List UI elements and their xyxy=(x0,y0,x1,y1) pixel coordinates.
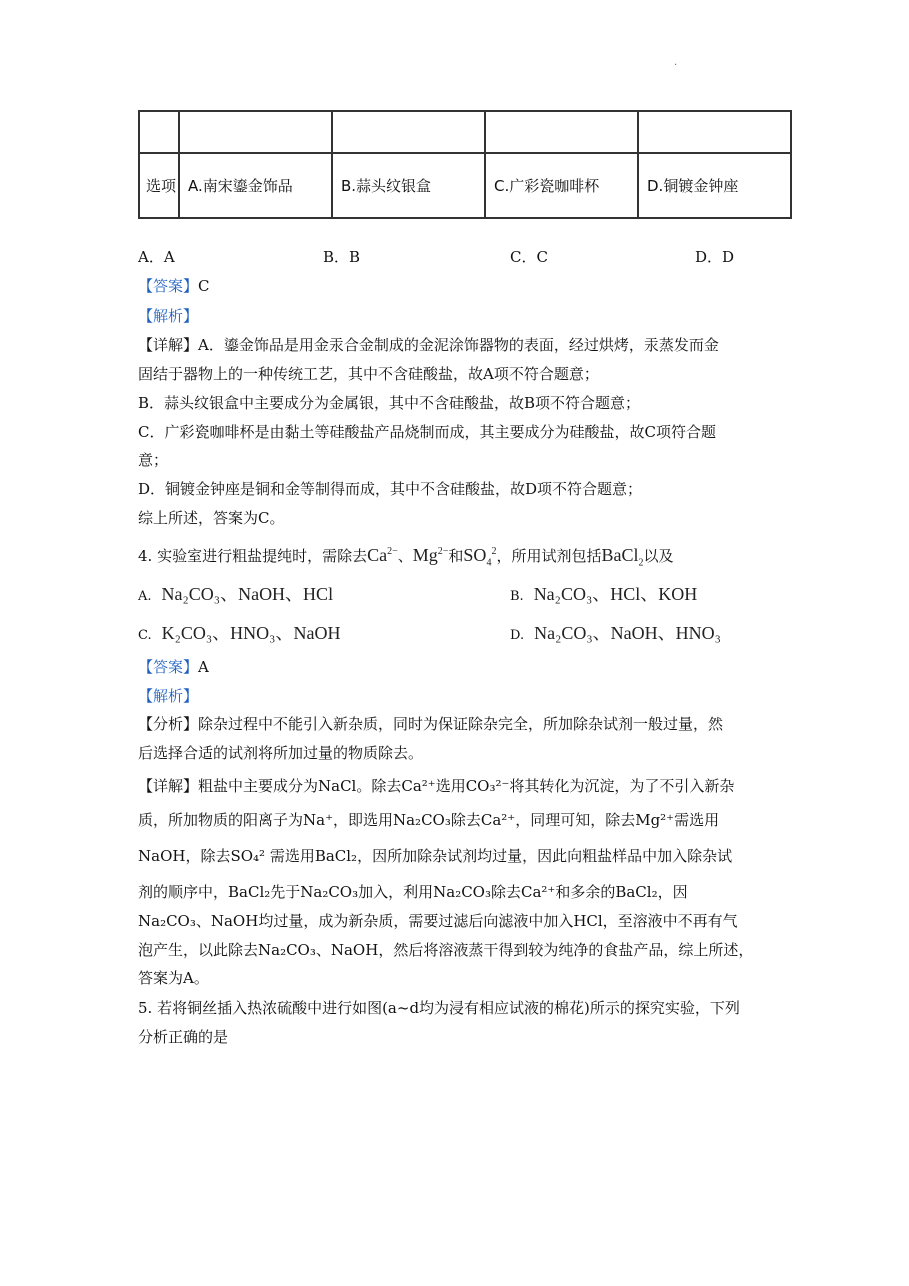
reagent-bacl2-subscript: 2 xyxy=(638,557,644,569)
answer-tag: 【答案】 xyxy=(138,658,199,676)
table-cell-empty xyxy=(139,111,179,153)
analysis-tag: 【分析】 xyxy=(138,715,199,733)
ion-ca-symbol: Ca xyxy=(367,545,388,565)
q4-answer xyxy=(138,653,209,681)
q4-stem-text: 4. 实验室进行粗盐提纯时，需除去 xyxy=(138,547,368,565)
q3-detail-line: 固结于器物上的一种传统工艺，其中不含硅酸盐，故A项不符合题意； xyxy=(138,365,599,383)
q3-detail-line: B．蒜头纹银盒中主要成分为金属银，其中不含硅酸盐，故B项不符合题意； xyxy=(138,394,641,412)
q4-analysis-line: 后选择合适的试剂将所加过量的物质除去。 xyxy=(138,744,424,762)
separator: 、 xyxy=(397,547,413,565)
q4-detail-line: 剂的顺序中，BaCl₂先于Na₂CO₃加入，利用Na₂CO₃除去Ca²⁺和多余的BaCl₂，因 xyxy=(138,883,688,901)
reagent-bacl2-symbol: BaCl xyxy=(601,545,639,565)
conjunction: 和 xyxy=(448,547,464,565)
q3-choice-c: C．C xyxy=(510,248,548,266)
q3-answer xyxy=(138,272,210,300)
table-image-row xyxy=(139,111,791,153)
q3-detail-line: 综上所述，答案为C。 xyxy=(138,509,285,527)
table-cell-image-a xyxy=(179,111,332,153)
table-label-row xyxy=(139,153,791,218)
q3-detail-line: 意； xyxy=(138,451,169,469)
q4-choice-d xyxy=(510,619,721,645)
detail-tag: 【详解】 xyxy=(138,777,199,795)
q4-detail-line: 答案为A。 xyxy=(138,969,209,987)
choice-formula: K₂CO₃、HNO₃、NaOH xyxy=(161,623,341,643)
corner-dot: · xyxy=(674,60,678,71)
ion-so4 xyxy=(463,545,497,569)
ion-mg xyxy=(413,545,449,565)
q4-detail-line: 泡产生，以此除去Na₂CO₃、NaOH，然后将溶液蒸干得到较为纯净的食盐产品，综上所述， xyxy=(138,941,754,959)
detail-tag: 【详解】 xyxy=(138,336,199,354)
q4-choice-c xyxy=(138,619,340,645)
q3-analysis-tag: 【解析】 xyxy=(138,307,199,325)
q3-choice-a: A．A xyxy=(138,248,175,266)
q3-choice-b: B．B xyxy=(323,248,361,266)
q4-choice-a xyxy=(138,580,333,606)
q4-choice-b xyxy=(510,580,697,606)
answer-tag: 【答案】 xyxy=(138,277,199,295)
choice-letter: B. xyxy=(510,589,524,604)
q4-analysis-tag: 【解析】 xyxy=(138,687,199,705)
q4-detail-line: NaOH，除去SO₄² 需选用BaCl₂，因所加除杂试剂均过量，因此向粗盐样品中加入除杂试 xyxy=(138,847,733,865)
q3-detail-line: C．广彩瓷咖啡杯是由黏土等硅酸盐产品烧制而成，其主要成分为硅酸盐，故C项符合题 xyxy=(138,423,716,441)
q4-detail-line xyxy=(138,772,734,800)
ion-so4-symbol: SO xyxy=(463,545,487,565)
options-table xyxy=(138,110,792,219)
q4-stem-text: 以及 xyxy=(643,547,674,565)
q5-stem-line: 分析正确的是 xyxy=(138,1028,229,1046)
choice-letter: A. xyxy=(138,589,152,604)
q4-analysis-line xyxy=(138,710,723,738)
table-cell-image-d xyxy=(638,111,791,153)
option-b-label: B.蒜头纹银盒 xyxy=(332,153,485,218)
choice-letter: C. xyxy=(138,628,152,643)
detail-text: 粗盐中主要成分为NaCl。除去Ca²⁺选用CO₃²⁻将其转化为沉淀，为了不引入新杂 xyxy=(198,777,735,795)
ion-so4-charge: 2 xyxy=(491,546,497,557)
q3-detail-line xyxy=(138,331,719,359)
answer-value: A xyxy=(198,658,209,676)
ion-ca xyxy=(367,545,398,565)
table-header-cell: 选项 xyxy=(139,153,179,218)
choice-formula: Na₂CO₃、NaOH、HCl xyxy=(161,584,334,604)
option-c-label: C.广彩瓷咖啡杯 xyxy=(485,153,638,218)
ion-ca-charge: 2− xyxy=(387,546,398,557)
choice-letter: D. xyxy=(510,628,525,643)
detail-text: A．鎏金饰品是用金汞合金制成的金泥涂饰器物的表面，经过烘烤，汞蒸发而金 xyxy=(198,336,719,354)
ion-so4-subscript: 4 xyxy=(486,557,492,569)
q3-detail-line: D．铜镀金钟座是铜和金等制得而成，其中不含硅酸盐，故D项不符合题意； xyxy=(138,480,643,498)
q5-stem-line: 5. 若将铜丝插入热浓硫酸中进行如图(a~d均为浸有相应试液的棉花)所示的探究实验，下列 xyxy=(138,999,740,1017)
ion-mg-symbol: Mg xyxy=(412,545,438,565)
option-a-label: A.南宋鎏金饰品 xyxy=(179,153,332,218)
q4-stem xyxy=(138,538,673,578)
answer-value: C xyxy=(198,277,210,295)
choice-formula: Na₂CO₃、HCl、KOH xyxy=(533,584,698,604)
ion-mg-charge: 2− xyxy=(437,546,449,557)
q4-stem-text: ，所用试剂包括 xyxy=(496,547,602,565)
analysis-text: 除杂过程中不能引入新杂质，同时为保证除杂完全，所加除杂试剂一般过量，然 xyxy=(198,715,724,733)
table-cell-image-b xyxy=(332,111,485,153)
reagent-bacl2 xyxy=(601,545,644,569)
option-d-label: D.铜镀金钟座 xyxy=(638,153,791,218)
table-cell-image-c xyxy=(485,111,638,153)
choice-formula: Na₂CO₃、NaOH、HNO₃ xyxy=(534,623,721,643)
q4-detail-line: Na₂CO₃、NaOH均过量，成为新杂质，需要过滤后向滤液中加入HCl，至溶液中不再有气 xyxy=(138,912,738,930)
q4-detail-line: 质，所加物质的阳离子为Na⁺，即选用Na₂CO₃除去Ca²⁺，同理可知，除去Mg²⁺需选用 xyxy=(138,811,720,829)
q3-choice-d: D．D xyxy=(695,248,735,266)
